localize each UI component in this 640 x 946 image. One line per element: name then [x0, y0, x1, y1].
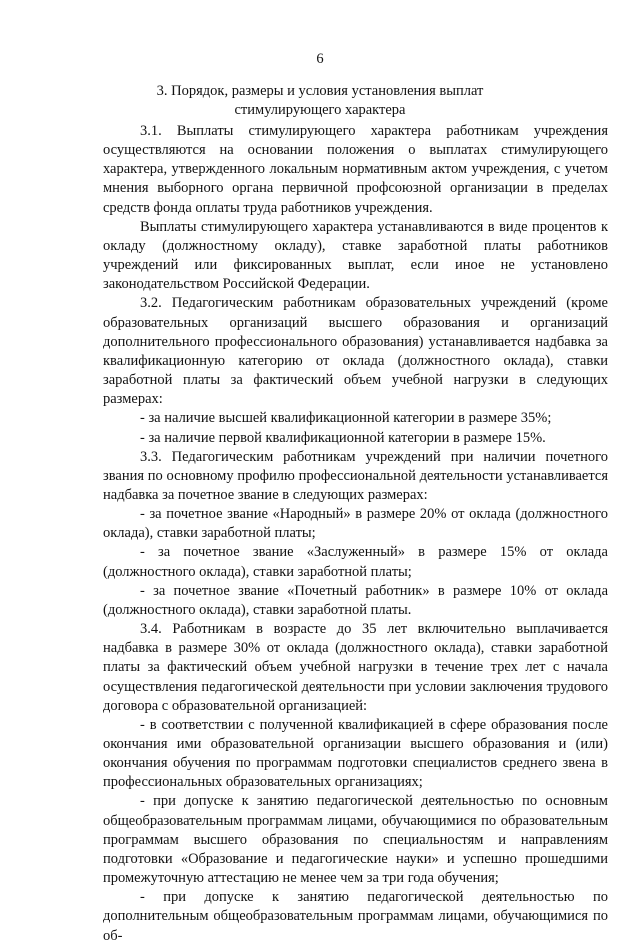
page-number: 6 — [316, 51, 324, 67]
list-item: - за почетное звание «Заслуженный» в размере 15% от оклада (должностного оклада), ставки заработной платы; — [103, 544, 608, 580]
list-item: - в соответствии с полученной квалификацией в сфере образования после окончания ими образовательной организации высшего образования и (или) окончания обучения по программам подготовки специалистов среднего звена в профессиональных образовательных организациях; — [103, 716, 608, 791]
paragraph-3-1-continued: Выплаты стимулирующего характера устанавливаются в виде процентов к окладу (должностному окладу), ставке заработной платы работников учреждений или фиксированных выплат, если иное не установлено законодательством Российской Федерации. — [103, 218, 608, 293]
list-item: - за почетное звание «Народный» в размере 20% от оклада (должностного оклада), ставки заработной платы; — [103, 506, 608, 542]
paragraph-3-3: 3.3. Педагогическим работникам учреждений при наличии почетного звания по основному профилю профессиональной деятельности устанавливается надбавка за почетное звание в следующих размерах: — [103, 448, 608, 503]
document-body — [103, 122, 608, 946]
section-title-line-2: стимулирующего характера — [234, 102, 406, 118]
list-item: - при допуске к занятию педагогической деятельностью по основным общеобразовательным программам лицами, обучающимися по образовательным программам высшего образования по специальностям и направлениям подготовки «Образование и педагогические науки» и успешно прошедшими промежуточную аттестацию не менее чем за три года обучения; — [103, 793, 608, 887]
paragraph-3-2: 3.2. Педагогическим работникам образовательных учреждений (кроме образовательных организаций высшего образования и организаций дополнительного профессионального образования) устанавливается надбавка за квалификационную категорию от оклада (должностного оклада), ставки заработной платы за фактический объем учебной нагрузки в следующих размерах: — [103, 295, 608, 408]
list-item: - при допуске к занятию педагогической деятельностью по дополнительным общеобразовательным программам лицами, обучающимися по об- — [103, 889, 608, 944]
list-item: - за наличие первой квалификационной категории в размере 15%. — [140, 429, 546, 446]
paragraph-3-4: 3.4. Работникам в возрасте до 35 лет включительно выплачивается надбавка в размере 30% от оклада (должностного оклада), ставки заработной платы за фактический объем учебной нагрузки в течение трех лет с начала осуществления педагогической деятельности при условии заключения трудового договора с образовательной организацией: — [103, 621, 608, 714]
list-item: - за почетное звание «Почетный работник» в размере 10% от оклада (должностного оклада), ставки заработной платы. — [103, 582, 608, 618]
section-title-line-1: 3. Порядок, размеры и условия установления выплат — [156, 83, 484, 99]
section-title — [120, 82, 520, 120]
list-item: - за наличие высшей квалификационной категории в размере 35%; — [140, 410, 552, 427]
paragraph-3-1: 3.1. Выплаты стимулирующего характера работникам учреждения осуществляются на основании положения о выплатах стимулирующего характера, утвержденного локальным нормативным актом учреждения, с учетом мнения выборного органа первичной профсоюзной организации в пределах средств фонда оплаты труда работников учреждения. — [103, 123, 608, 216]
